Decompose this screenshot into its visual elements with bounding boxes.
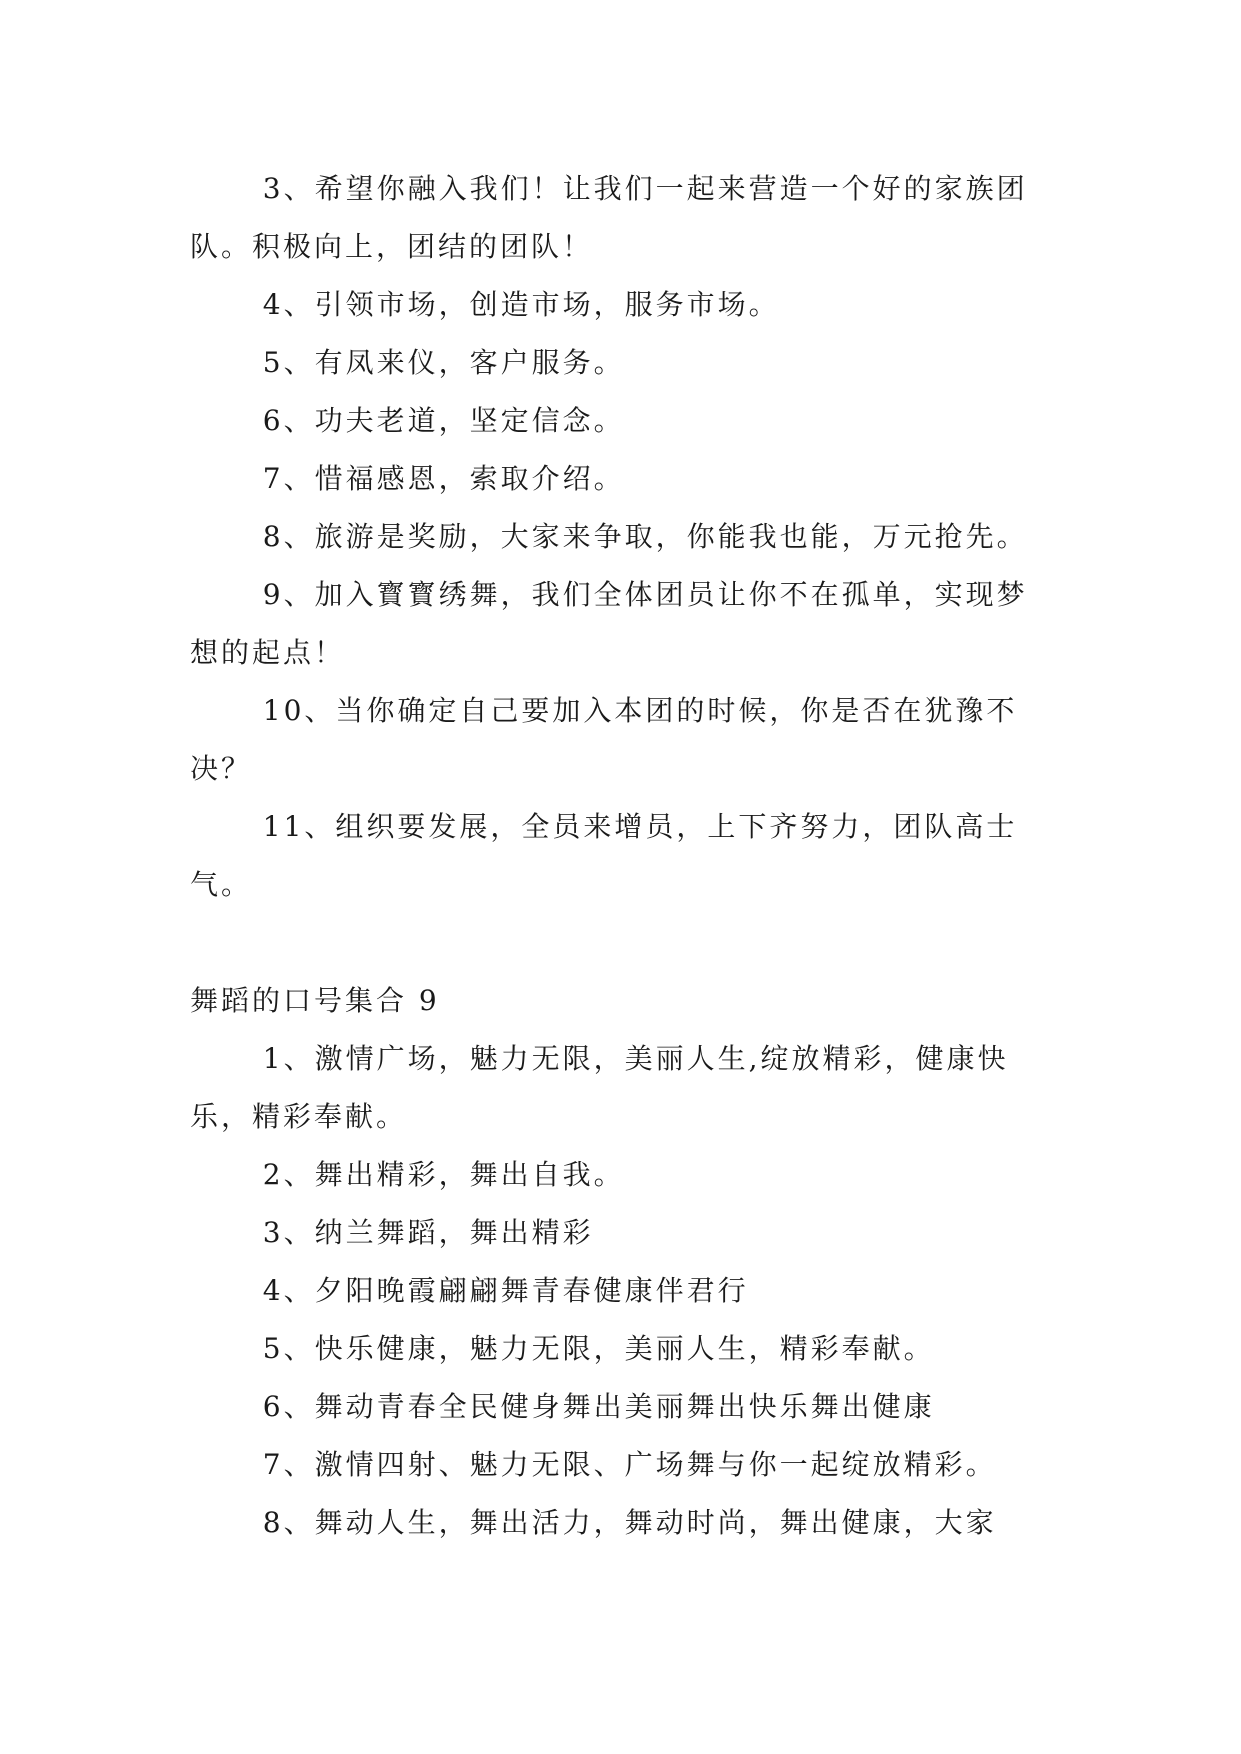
list-item: 8、旅游是奖励，大家来争取，你能我也能，万元抢先。 [262,520,1028,553]
list-item: 6、功夫老道，坚定信念。 [262,404,625,437]
list-item: 7、激情四射、魅力无限、广场舞与你一起绽放精彩。 [262,1448,997,1481]
list-item: 9、加入寳寳绣舞，我们全体团员让你不在孤单，实现梦想的起点！ [190,578,1028,669]
list-item: 2、舞出精彩，舞出自我。 [262,1158,625,1191]
list-item: 7、惜福感恩，索取介绍。 [262,462,625,495]
list-item: 1、激情广场，魅力无限，美丽人生,绽放精彩，健康快乐，精彩奉献。 [190,1042,1009,1133]
list-item: 8、舞动人生，舞出活力，舞动时尚，舞出健康，大家 [262,1506,997,1539]
list-item: 4、夕阳晚霞翩翩舞青春健康伴君行 [262,1274,749,1307]
list-item: 6、舞动青春全民健身舞出美丽舞出快乐舞出健康 [262,1390,935,1423]
list-item: 10、当你确定自己要加入本团的时候，你是否在犹豫不决？ [190,694,1018,785]
list-item: 11、组织要发展，全员来增员，上下齐努力，团队高士气。 [190,810,1018,901]
list-item: 3、希望你融入我们！让我们一起来营造一个好的家族团队。积极向上，团结的团队！ [190,172,1028,263]
list-item: 5、快乐健康，魅力无限，美丽人生，精彩奉献。 [262,1332,935,1365]
list-item: 5、有凤来仪，客户服务。 [262,346,625,379]
section-heading: 舞蹈的口号集合 9 [190,984,440,1017]
document-page [190,160,1050,1552]
list-item: 4、引领市场，创造市场，服务市场。 [262,288,780,321]
list-item: 3、纳兰舞蹈，舞出精彩 [262,1216,594,1249]
